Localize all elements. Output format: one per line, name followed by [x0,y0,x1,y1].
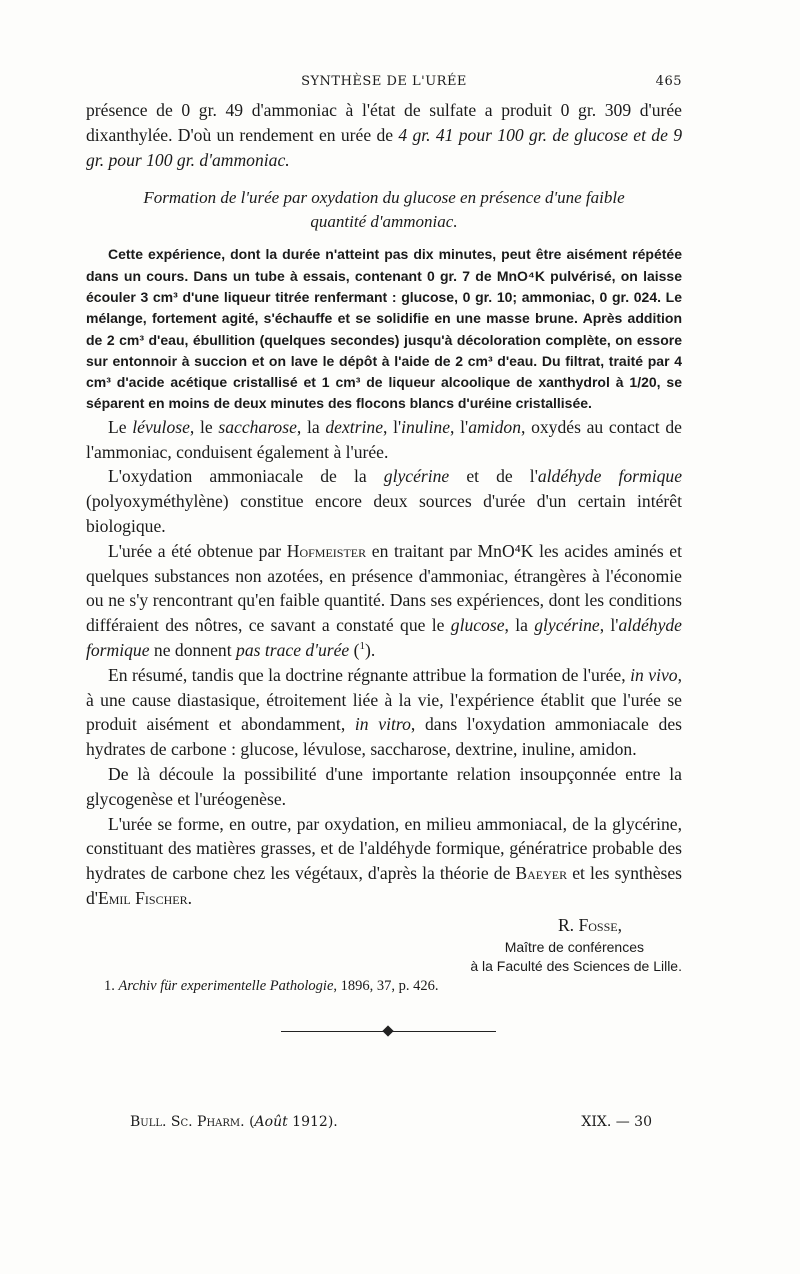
paragraph-conclusion [86,812,682,911]
text-run: ne donnent [149,639,237,660]
text-run: , l' [599,615,619,636]
section-title: Formation de l'urée par oxydation du glucose en présence d'une faible quantité d'ammoniac. [143,188,625,232]
footnote-reference: , 1896, 37, p. 426. [333,977,439,994]
text-run: en traitant par MnO⁴K les acides aminés et quelques substances non azotées, en présence d'ammoniac, étrangères à l'économie ou ne s'y rencontrant qu'en faible quantité. Dans ses expériences, dont les conditions différaient des nôtres, ce savant a constaté que le [86,540,682,636]
text-run: ( [349,639,360,660]
italic-run: glycérine [383,466,450,487]
journal-citation [130,1114,338,1130]
paragraph-summary [86,663,682,762]
text-run: , l' [383,416,402,437]
paragraph-experiment: Cette expérience, dont la durée n'atteint pas dix minutes, peut être aisément répétée dans un cours. Dans un tube à essais, contenant 0 gr. 7 de MnO⁴K pulvérisé, on laisse écouler 3 cm³ d'une liqueur titrée renfermant : glucose, 0 gr. 10; ammoniac, 0 gr. 024. Le mélange, fortement agité, s'échauffe et se solidifie en une masse brune. Après addition de 2 cm³ d'eau, ébullition (quelques secondes) jusqu'à décoloration complète, on essore sur entonnoir à succion et on lave le dépôt à l'aide de 2 cm³ d'eau. Du filtrat, traité par 4 cm³ d'acide acétique cristallisé et 1 cm³ de liqueur alcoolique de xanthydrol à 1/20, se séparent en moins de deux minutes des flocons blancs d'uréine cristallisée. [86,246,682,412]
issue-year: 1912). [287,1114,338,1130]
italic-run: in vitro [354,714,411,735]
text-run: , la [296,416,326,437]
issue-month: Août [254,1114,288,1130]
paragraph-sugars [86,415,682,465]
italic-run: in vivo [630,664,678,685]
italic-run: inuline [401,416,451,437]
italic-run: saccharose [218,416,297,437]
volume-signature: XIX. — 30 [581,1114,652,1130]
text-run: ( [244,1114,255,1130]
italic-run: dextrine [325,416,384,437]
italic-run: glycérine [534,615,600,636]
text-run: , oxydés au contact de l'ammoniac, conduisent également à l'urée. [86,416,682,462]
italic-run: amidon [468,416,521,437]
text-run: ). [365,639,376,660]
signature-role [86,938,682,976]
author-name: Emil Fischer [97,887,188,908]
text-run: L'urée a été obtenue par [108,540,287,561]
author-name: Hofmeister [286,540,367,561]
footnote-number: 1. [104,977,115,994]
paragraph-yield [86,98,682,172]
text-run: L'urée se forme, en outre, par oxydation, en milieu ammoniacal, de la glycérine, constituant des matières grasses, et de l'aldéhyde formique, génératrice probable des hydrates de carbone chez les végétaux, d'après la théorie de [86,813,682,884]
italic-run: glucose [450,615,505,636]
text-run: Le [108,416,133,437]
text-run: (polyoxyméthylène) constitue encore deux sources d'urée d'un certain intérêt biologique. [86,491,682,536]
article-body [86,98,682,1042]
text-run: En résumé, tandis que la doctrine régnante attribue la formation de l'urée, [108,664,631,685]
ornamental-rule [86,1022,682,1042]
text-run: , la [504,615,535,636]
signature-role-line: Maître de conférences [504,938,644,955]
paragraph-glycerine [86,464,682,538]
footnote [86,976,682,996]
author-name: Baeyer [515,863,568,884]
running-title: SYNTHÈSE DE L'URÉE [301,74,467,89]
text-run: L'oxydation ammoniacale de la [108,466,384,487]
italic-run: 4 gr. 41 pour 100 gr. de glucose et de 9 gr. pour 100 gr. d'ammoniac. [86,124,683,170]
text-run: , le [189,416,219,437]
italic-run: pas trace d'urée [236,639,350,660]
italic-run: aldéhyde formique [86,615,682,660]
text-run: et les synthèses d' [86,863,683,908]
diamond-ornament-icon [382,1025,393,1036]
italic-run: aldéhyde formique [537,466,683,487]
italic-run: lévulose [132,416,190,437]
footnote-journal: Archiv für experimentelle Pathologie [118,977,334,994]
text-run: , l' [450,416,469,437]
paragraph-hofmeister [86,539,682,663]
page-number: 465 [655,74,682,89]
footnote-marker[interactable]: 1 [359,640,365,653]
signature-affiliation: à la Faculté des Sciences de Lille. [470,957,682,974]
text-run: présence de 0 gr. 49 d'ammoniac à l'état de sulfate a produit 0 gr. 309 d'urée dixanthylée. D'où un rendement en urée de [86,100,682,145]
text-run: , dans l'oxydation ammoniacale des hydrates de carbone : glucose, lévulose, saccharose, dextrine, inuline, amidon. [86,714,682,760]
journal-name: Bull. Sc. Pharm. [130,1114,245,1130]
signature-name: R. Fosse, [557,914,622,935]
text-run: . [187,887,192,908]
text-run: , à une cause diastasique, étroitement liée à la vie, l'expérience établit que l'urée se produit aisément et abondamment, [86,664,682,735]
paragraph-relation: De là découle la possibilité d'une importante relation insoupçonnée entre la glycogenèse et l'uréogenèse. [86,763,682,809]
text-run: et de l' [449,466,538,487]
